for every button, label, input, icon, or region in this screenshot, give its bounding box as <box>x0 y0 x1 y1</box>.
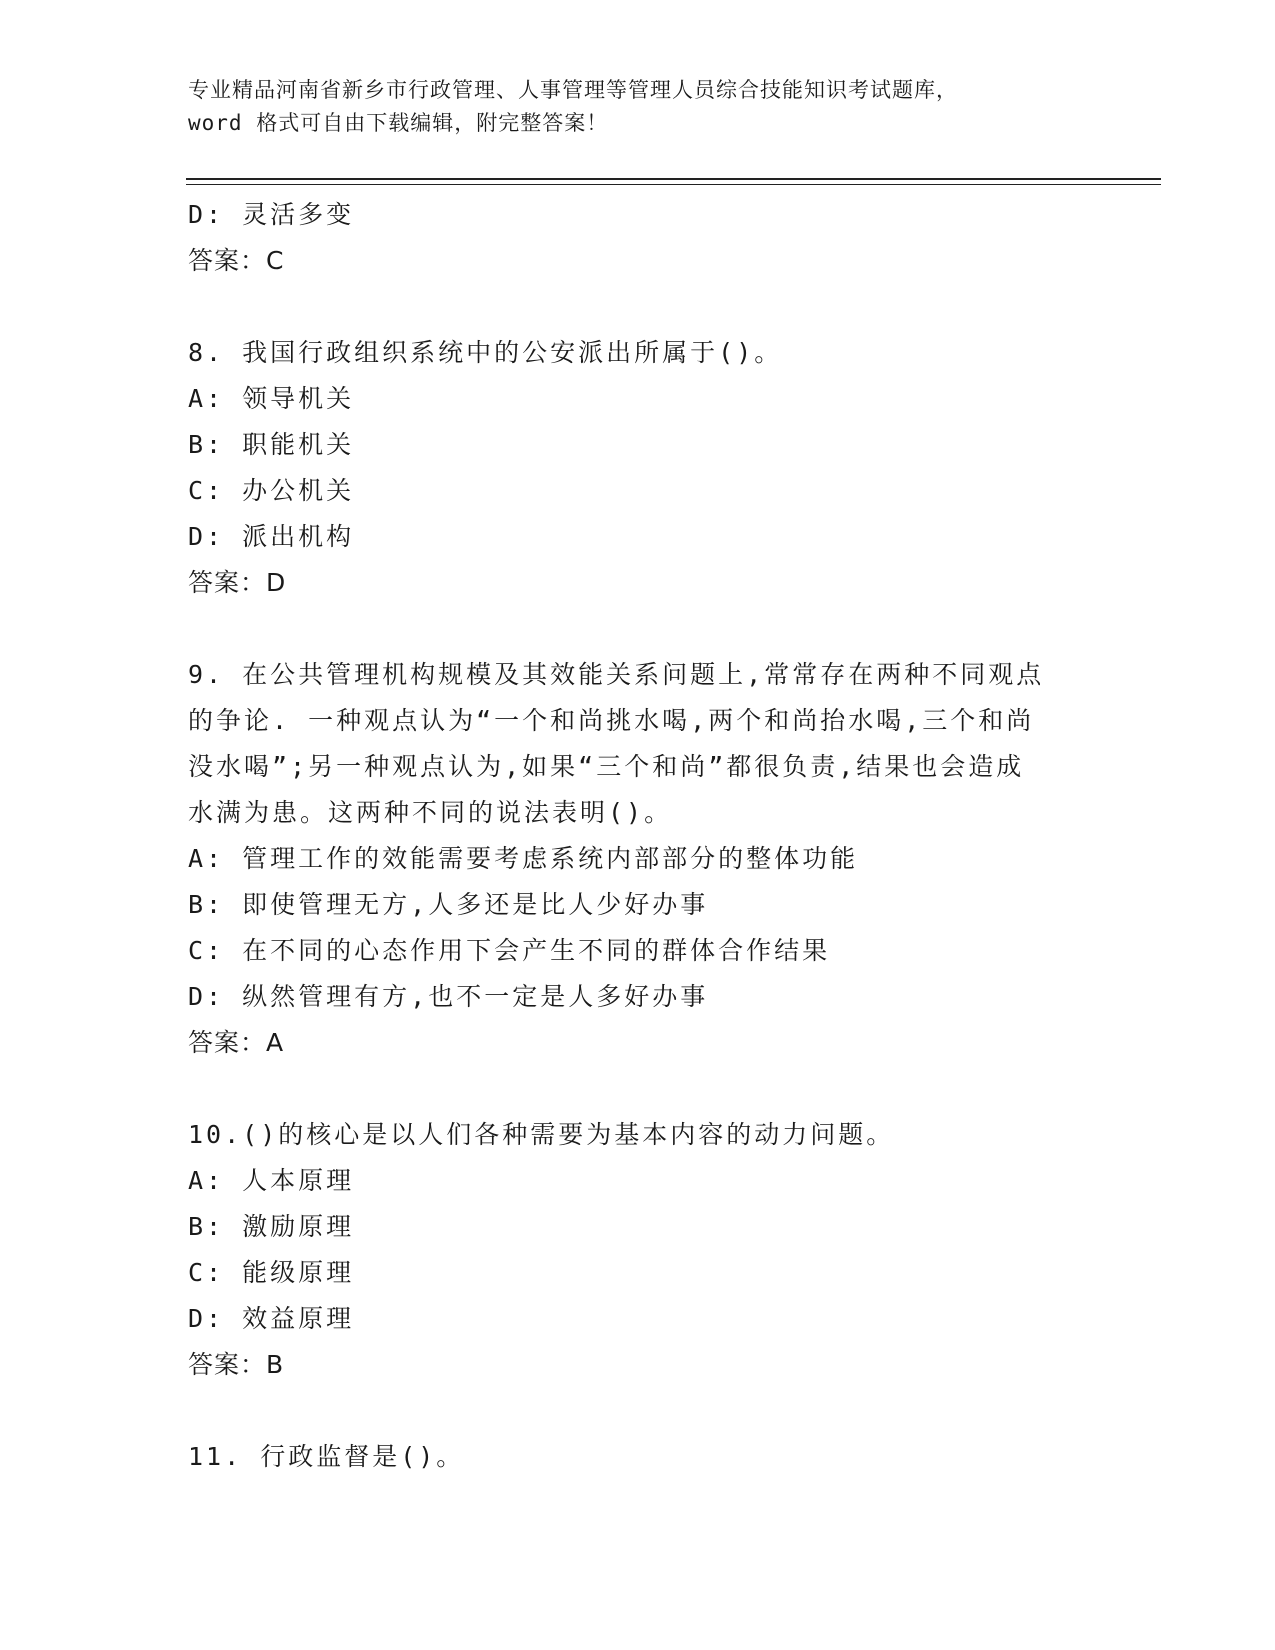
option-b: B: 激励原理 <box>188 1212 355 1241</box>
question-stem-line-3: 没水喝”;另一种观点认为,如果“三个和尚”都很负责,结果也会造成 <box>188 752 1025 781</box>
question-11 <box>188 1434 1088 1480</box>
question-stem-line-4: 水满为患。这两种不同的说法表明()。 <box>188 798 673 827</box>
question-stem: 11. 行政监督是()。 <box>188 1442 465 1471</box>
option-d: D: 派出机构 <box>188 522 355 551</box>
document-header <box>188 74 1088 140</box>
question-7-tail <box>188 192 1088 284</box>
option-b: B: 职能机关 <box>188 430 355 459</box>
answer-line: 答案：A <box>188 1028 285 1057</box>
question-stem: 8. 我国行政组织系统中的公安派出所属于()。 <box>188 338 783 367</box>
option-d: D: 效益原理 <box>188 1304 355 1333</box>
answer-line: 答案：D <box>188 568 287 597</box>
question-stem: 10.()的核心是以人们各种需要为基本内容的动力问题。 <box>188 1120 895 1149</box>
option-b: B: 即使管理无方,人多还是比人少好办事 <box>188 890 709 919</box>
option-c: C: 能级原理 <box>188 1258 355 1287</box>
answer-line: 答案：C <box>188 246 285 275</box>
header-divider-thin <box>186 184 1161 185</box>
question-8 <box>188 330 1088 606</box>
question-stem-line-1: 9. 在公共管理机构规模及其效能关系问题上,常常存在两种不同观点 <box>188 660 1045 689</box>
option-c: C: 在不同的心态作用下会产生不同的群体合作结果 <box>188 936 831 965</box>
option-a: A: 领导机关 <box>188 384 355 413</box>
option-a: A: 人本原理 <box>188 1166 355 1195</box>
option-a: A: 管理工作的效能需要考虑系统内部部分的整体功能 <box>188 844 859 873</box>
question-9 <box>188 652 1088 1066</box>
question-stem-line-2: 的争论. 一种观点认为“一个和尚挑水喝,两个和尚抬水喝,三个和尚 <box>188 706 1035 735</box>
answer-line: 答案：B <box>188 1350 285 1379</box>
option-d: D: 纵然管理有方,也不一定是人多好办事 <box>188 982 709 1011</box>
question-list <box>188 192 1088 1480</box>
option-d: D: 灵活多变 <box>188 200 355 229</box>
option-c: C: 办公机关 <box>188 476 355 505</box>
header-title-line-2: word 格式可自由下载编辑，附完整答案！ <box>188 111 609 135</box>
question-10 <box>188 1112 1088 1388</box>
header-divider-thick <box>186 178 1161 180</box>
header-title-line-1: 专业精品河南省新乡市行政管理、人事管理等管理人员综合技能知识考试题库， <box>188 78 958 102</box>
